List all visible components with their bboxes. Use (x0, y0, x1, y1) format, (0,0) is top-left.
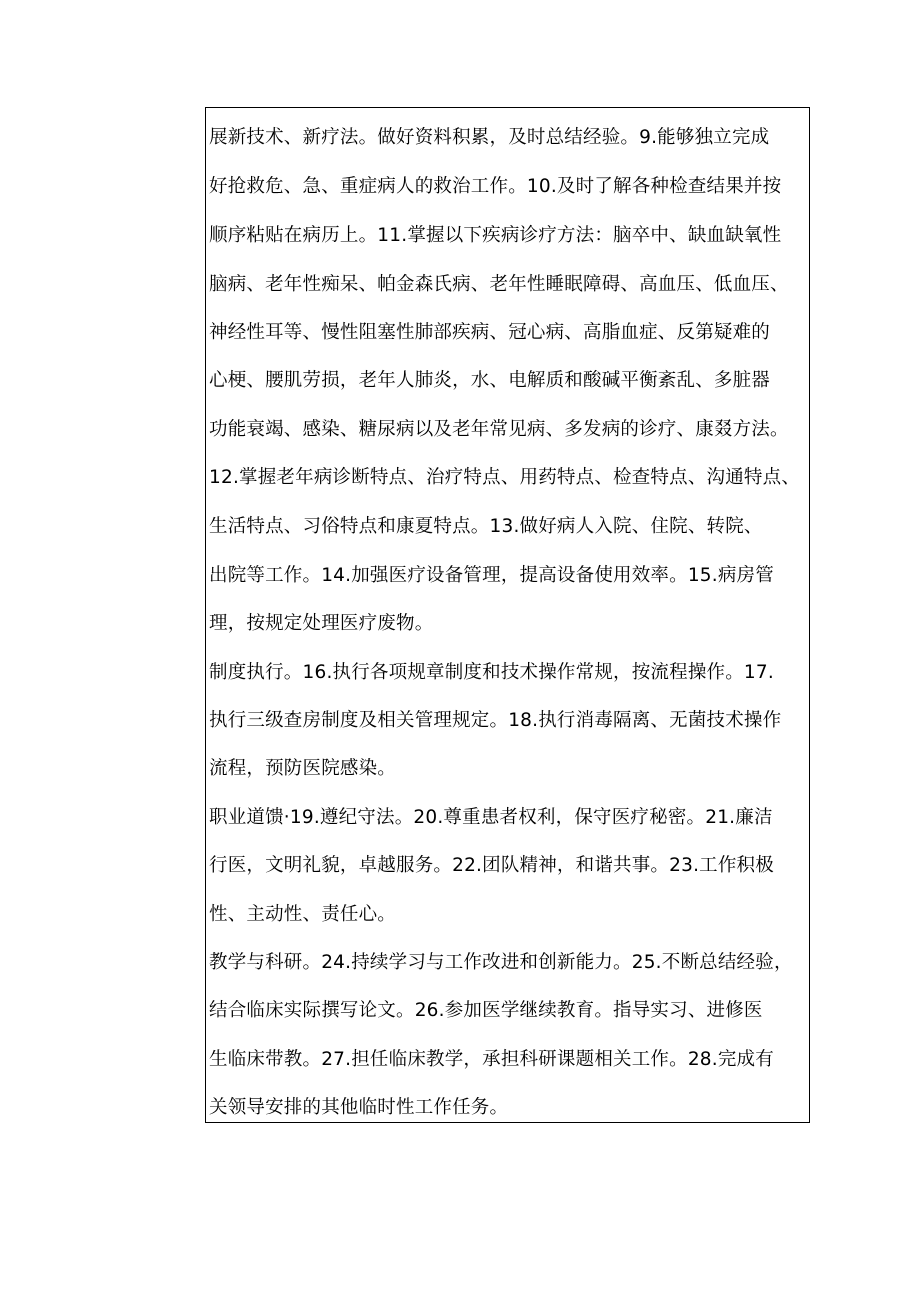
text-line: 12.掌握老年病诊断特点、治疗特点、用药特点、检查特点、沟通特点、 (209, 467, 801, 488)
text-line: 性、主动性、责任心。 (209, 904, 397, 925)
text-line: 展新技术、新疗法。做好资料积累，及时总结经验。9.能够独立完成 (209, 127, 770, 148)
text-line: 流程，预防医院感染。 (209, 758, 397, 779)
text-line: 执行三级查房制度及相关管理规定。18.执行消毒隔离、无菌技术操作 (209, 710, 782, 731)
text-line: 教学与科研。24.持续学习与工作改进和创新能力。25.不断总结经验， (209, 952, 793, 973)
text-line: 制度执行。16.执行各项规章制度和技术操作常规，按流程操作。17. (209, 662, 774, 683)
text-line: 关领导安排的其他临时性工作任务。 (209, 1097, 509, 1118)
text-line: 理，按规定处理医疗废物。 (209, 613, 434, 634)
text-line: 顺序粘贴在病历上。11.掌握以下疾病诊疗方法：脑卒中、缺血缺氧性 (209, 225, 782, 246)
text-line: 脑病、老年性痴呆、帕金森氏病、老年性睡眠障碍、高血压、低血压、 (209, 274, 789, 295)
text-line: 行医，文明礼貌，卓越服务。22.团队精神，和谐共事。23.工作积极 (209, 855, 774, 876)
text-line: 出院等工作。14.加强医疗设备管理，提高设备使用效率。15.病房管 (209, 565, 774, 586)
document-table-cell (205, 107, 810, 1123)
text-line: 好抢救危、急、重症病人的救治工作。10.及时了解各种检查结果并按 (209, 176, 782, 197)
text-line: 生活特点、习俗特点和康夏特点。13.做好病人入院、住院、转院、 (209, 516, 763, 537)
text-line: 神经性耳等、慢性阻塞性肺部疾病、冠心病、高脂血症、反第疑难的 (209, 322, 771, 343)
text-line: 结合临床实际撰写论文。26.参加医学继续教育。指导实习、进修医 (209, 1000, 763, 1021)
text-line: 职业道馈·19.遵纪守法。20.尊重患者权利，保守医疗秘密。21.廉洁 (209, 807, 773, 828)
text-line: 心梗、腰肌劳损，老年人肺炎，水、电解质和酸碱平衡紊乱、多脏器 (209, 370, 771, 391)
text-line: 生临床带教。27.担任临床教学，承担科研课题相关工作。28.完成有 (209, 1049, 774, 1070)
text-line: 功能衰竭、感染、糖尿病以及老年常见病、多发病的诊疗、康叕方法。 (209, 419, 789, 440)
